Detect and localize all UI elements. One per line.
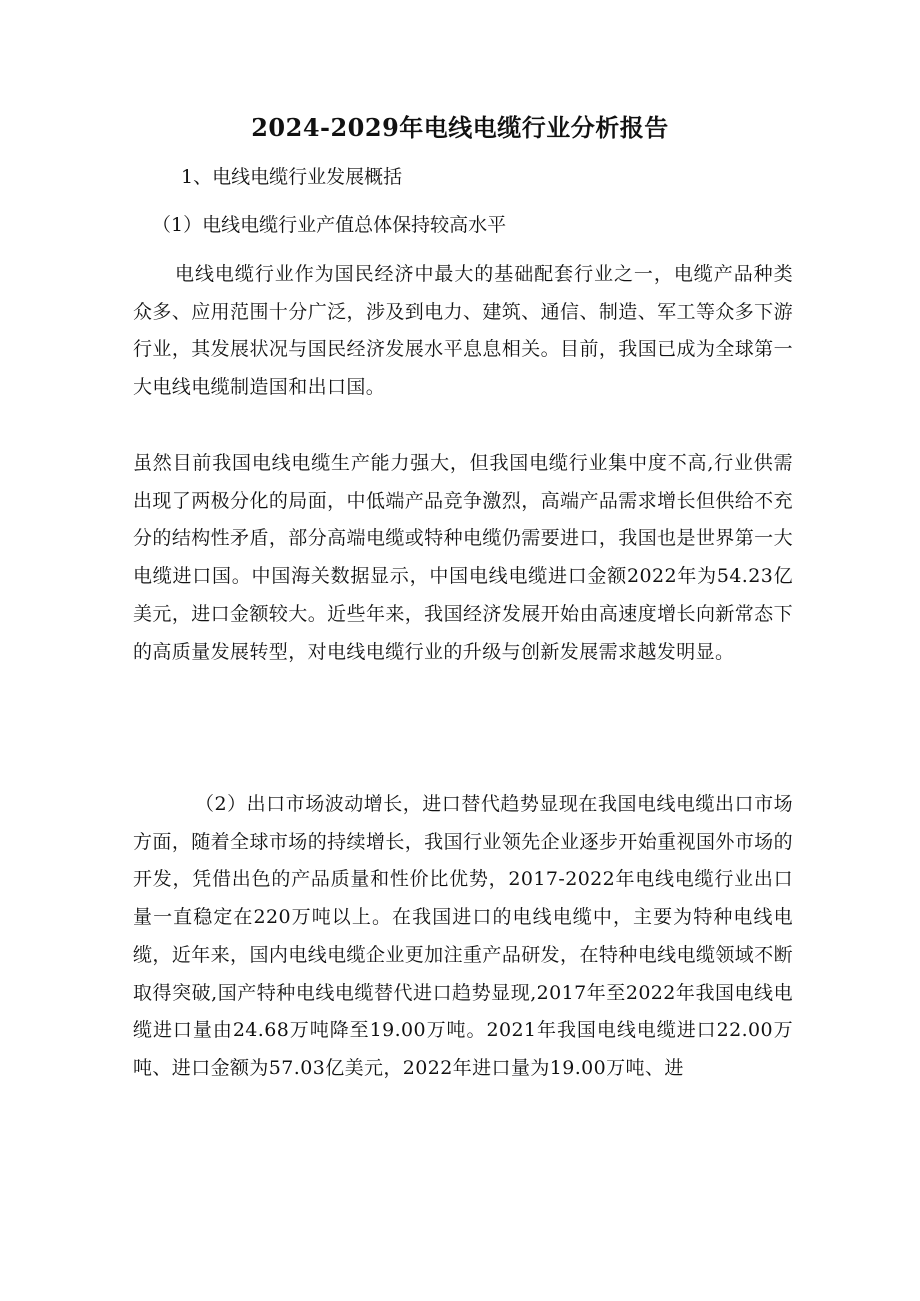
paragraph-industry-overview: 电线电缆行业作为国民经济中最大的基础配套行业之一，电缆产品种类众多、应用范围十分广泛，涉及到电力、建筑、通信、制造、军工等众多下游行业，其发展状况与国民经济发展水平息息相关。目前，我国已成为全球第一大电线电缆制造国和出口国。 bbox=[133, 263, 793, 399]
section-heading: 1、电线电缆行业发展概括 bbox=[181, 166, 403, 188]
subsection-heading: （1）电线电缆行业产值总体保持较高水平 bbox=[152, 214, 507, 236]
document-title: 2024-2029年电线电缆行业分析报告 bbox=[251, 113, 669, 142]
paragraph-industry-structure: 虽然目前我国电线电缆生产能力强大，但我国电缆行业集中度不高,行业供需出现了两极分化的局面，中低端产品竞争激烈，高端产品需求增长但供给不充分的结构性矛盾，部分高端电缆或特种电缆仍需要进口，我国也是世界第一大电缆进口国。中国海关数据显示，中国电线电缆进口金额2022年为54.23亿美元，进口金额较大。近些年来，我国经济发展开始由高速度增长向新常态下的高质量发展转型，对电线电缆行业的升级与创新发展需求越发明显。 bbox=[133, 452, 793, 663]
paragraph-export-import: （2）出口市场波动增长，进口替代趋势显现在我国电线电缆出口市场方面，随着全球市场的持续增长，我国行业领先企业逐步开始重视国外市场的开发，凭借出色的产品质量和性价比优势，2017-2022年电线电缆行业出口量一直稳定在220万吨以上。在我国进口的电线电缆中，主要为特种电线电缆，近年来，国内电线电缆企业更加注重产品研发，在特种电线电缆领域不断取得突破,国产特种电线电缆替代进口趋势显现,2017年至2022年我国电线电缆进口量由24.68万吨降至19.00万吨。2021年我国电线电缆进口22.00万吨、进口金额为57.03亿美元，2022年进口量为19.00万吨、进 bbox=[133, 793, 793, 1079]
